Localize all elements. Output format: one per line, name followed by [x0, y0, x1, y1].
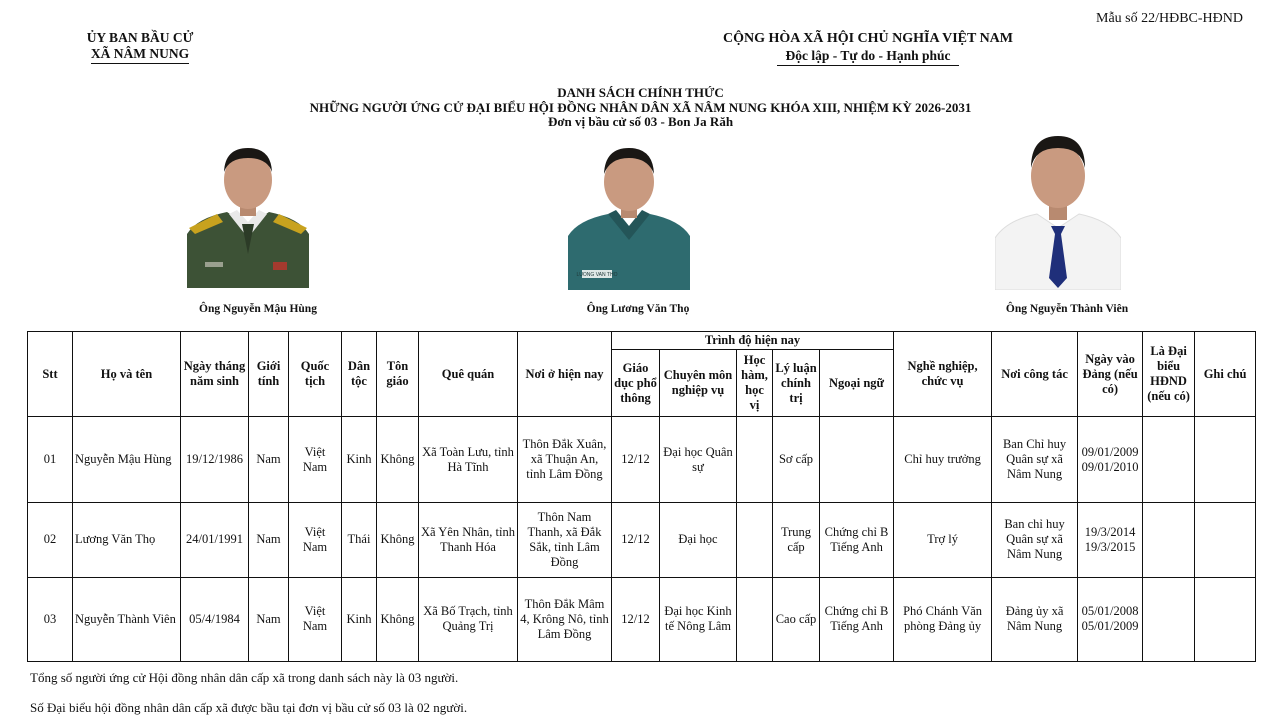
cell-occupation: Chỉ huy trưởng	[894, 417, 992, 503]
cell-gender: Nam	[249, 577, 289, 661]
left-header	[60, 30, 220, 64]
header-gender: Giới tính	[249, 332, 289, 417]
cell-hometown: Xã Yên Nhân, tỉnh Thanh Hóa	[419, 503, 518, 577]
cell-ethnicity: Thái	[342, 503, 377, 577]
cell-name: Nguyễn Mậu Hùng	[73, 417, 181, 503]
cell-general-edu: 12/12	[612, 417, 660, 503]
cell-gender: Nam	[249, 503, 289, 577]
right-header	[700, 30, 1036, 66]
portrait-militia-icon	[568, 144, 690, 290]
cell-is-delegate	[1143, 503, 1195, 577]
cell-ethnicity: Kinh	[342, 577, 377, 661]
cell-hometown: Xã Bố Trạch, tỉnh Quảng Trị	[419, 577, 518, 661]
table-row	[28, 577, 1256, 661]
party-date-2: 09/01/2010	[1081, 459, 1139, 474]
cell-nationality: Việt Nam	[289, 503, 342, 577]
cell-political: Cao cấp	[773, 577, 820, 661]
cell-specialty: Đại học Quân sự	[660, 417, 737, 503]
table-row	[28, 417, 1256, 503]
cell-residence: Thôn Đắk Mâm 4, Krông Nô, tỉnh Lâm Đồng	[518, 577, 612, 661]
photo-caption-3: Ông Nguyễn Thành Viên	[1005, 303, 1129, 315]
cell-occupation: Phó Chánh Văn phòng Đảng ủy	[894, 577, 992, 661]
header-party-date: Ngày vào Đảng (nếu có)	[1078, 332, 1143, 417]
cell-political: Sơ cấp	[773, 417, 820, 503]
cell-is-delegate	[1143, 577, 1195, 661]
cell-occupation: Trợ lý	[894, 503, 992, 577]
photo-caption-2: Ông Lương Văn Thọ	[586, 303, 690, 315]
commune-name: XÃ NÂM NUNG	[91, 46, 189, 64]
cell-residence: Thôn Đắk Xuân, xã Thuận An, tỉnh Lâm Đồng	[518, 417, 612, 503]
form-number: Mẫu số 22/HĐBC-HĐND	[1096, 11, 1243, 26]
cell-specialty: Đại học	[660, 503, 737, 577]
cell-stt: 01	[28, 417, 73, 503]
photo-caption-1: Ông Nguyễn Mậu Hùng	[199, 303, 317, 315]
cell-workplace: Đảng ủy xã Nâm Nung	[992, 577, 1078, 661]
header-language: Ngoại ngữ	[820, 350, 894, 417]
cell-academic	[737, 503, 773, 577]
header-current-level: Trình độ hiện nay	[612, 332, 894, 350]
header-occupation: Nghề nghiệp, chức vụ	[894, 332, 992, 417]
cell-party-date	[1078, 577, 1143, 661]
party-date-1: 09/01/2009	[1081, 444, 1139, 459]
cell-dob: 05/4/1984	[181, 577, 249, 661]
party-date-1: 19/3/2014	[1084, 524, 1136, 539]
cell-residence: Thôn Nam Thanh, xã Đắk Sắk, tỉnh Lâm Đồng	[518, 503, 612, 577]
cell-specialty: Đại học Kinh tế Nông Lâm	[660, 577, 737, 661]
party-date-2: 19/3/2015	[1084, 539, 1136, 554]
header-stt: Stt	[28, 332, 73, 417]
committee-name: ỦY BAN BẦU CỬ	[86, 30, 194, 45]
header-political: Lý luận chính trị	[773, 350, 820, 417]
cell-academic	[737, 577, 773, 661]
header-religion: Tôn giáo	[377, 332, 419, 417]
header-is-delegate: Là Đại biểu HĐND (nếu có)	[1143, 332, 1195, 417]
party-date-2: 05/01/2009	[1081, 619, 1139, 634]
cell-political: Trung cấp	[773, 503, 820, 577]
table-row	[28, 503, 1256, 577]
cell-dob: 24/01/1991	[181, 503, 249, 577]
header-hometown: Quê quán	[419, 332, 518, 417]
cell-ethnicity: Kinh	[342, 417, 377, 503]
title-line-2: NHỮNG NGƯỜI ỨNG CỬ ĐẠI BIỂU HỘI ĐỒNG NHÂN DÂN XÃ NÂM NUNG KHÓA XIII, NHIỆM KỲ 2026-2031	[309, 99, 972, 115]
cell-nationality: Việt Nam	[289, 577, 342, 661]
title-line-1: DANH SÁCH CHÍNH THỨC	[557, 85, 724, 100]
header-nationality: Quốc tịch	[289, 332, 342, 417]
cell-stt: 02	[28, 503, 73, 577]
cell-religion: Không	[377, 503, 419, 577]
cell-note	[1195, 417, 1256, 503]
portrait-civilian-icon	[995, 128, 1121, 290]
cell-gender: Nam	[249, 417, 289, 503]
header-academic: Học hàm, học vị	[737, 350, 773, 417]
candidate-photo-3	[995, 128, 1121, 290]
cell-name: Nguyễn Thành Viên	[73, 577, 181, 661]
cell-name: Lương Văn Thọ	[73, 503, 181, 577]
header-residence: Nơi ở hiện nay	[518, 332, 612, 417]
cell-religion: Không	[377, 417, 419, 503]
cell-party-date	[1078, 503, 1143, 577]
candidate-photo-2	[568, 144, 690, 290]
footer-seats: Số Đại biểu hội đồng nhân dân cấp xã được bầu tại đơn vị bầu cử số 03 là 02 người.	[30, 700, 468, 715]
cell-dob: 19/12/1986	[181, 417, 249, 503]
cell-academic	[737, 417, 773, 503]
cell-nationality: Việt Nam	[289, 417, 342, 503]
candidate-photo-1	[187, 142, 309, 288]
header-workplace: Nơi công tác	[992, 332, 1078, 417]
cell-general-edu: 12/12	[612, 503, 660, 577]
header-ethnicity: Dân tộc	[342, 332, 377, 417]
title-line-3: Đơn vị bầu cử số 03 - Bon Ja Răh	[547, 114, 734, 129]
cell-language: Chứng chỉ B Tiếng Anh	[820, 577, 894, 661]
cell-hometown: Xã Toàn Lưu, tỉnh Hà Tĩnh	[419, 417, 518, 503]
header-name: Họ và tên	[73, 332, 181, 417]
header-general-edu: Giáo dục phổ thông	[612, 350, 660, 417]
header-note: Ghi chú	[1195, 332, 1256, 417]
cell-language: Chứng chỉ B Tiếng Anh	[820, 503, 894, 577]
cell-is-delegate	[1143, 417, 1195, 503]
header-specialty: Chuyên môn nghiệp vụ	[660, 350, 737, 417]
cell-general-edu: 12/12	[612, 577, 660, 661]
cell-workplace: Ban Chỉ huy Quân sự xã Nâm Nung	[992, 417, 1078, 503]
cell-religion: Không	[377, 577, 419, 661]
cell-note	[1195, 503, 1256, 577]
cell-party-date	[1078, 417, 1143, 503]
portrait-army-icon	[187, 142, 309, 288]
header-dob: Ngày tháng năm sinh	[181, 332, 249, 417]
document-title	[0, 86, 1281, 130]
cell-workplace: Ban chỉ huy Quân sự xã Nâm Nung	[992, 503, 1078, 577]
motto: Độc lập - Tự do - Hạnh phúc	[777, 47, 958, 66]
party-date-1: 05/01/2008	[1081, 604, 1139, 619]
cell-language	[820, 417, 894, 503]
name-badge: LUONG VAN THO	[576, 272, 618, 278]
candidate-table	[27, 331, 1256, 662]
footer-total-candidates: Tổng số người ứng cử Hội đồng nhân dân cấp xã trong danh sách này là 03 người.	[30, 670, 459, 685]
cell-stt: 03	[28, 577, 73, 661]
country-name: CỘNG HÒA XÃ HỘI CHỦ NGHĨA VIỆT NAM	[722, 31, 1013, 46]
cell-note	[1195, 577, 1256, 661]
